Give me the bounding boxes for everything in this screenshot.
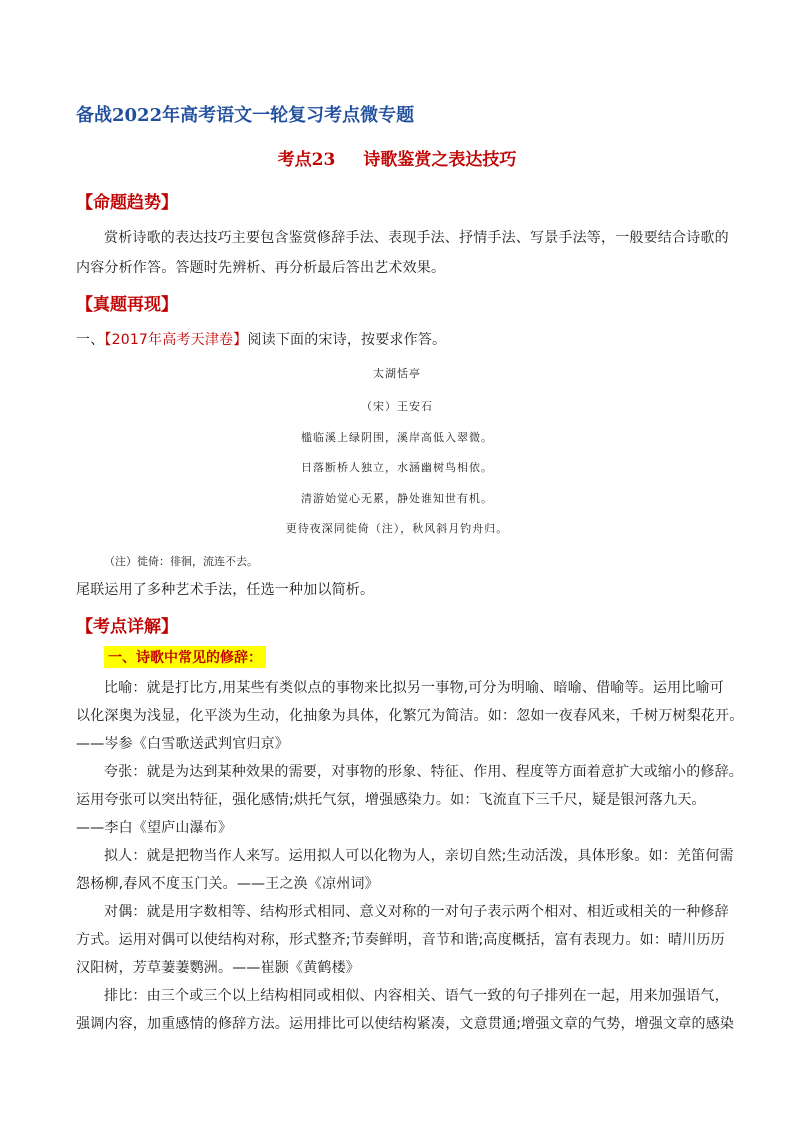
rhetoric-subheading: 一、诗歌中常见的修辞： [104, 646, 266, 668]
detail-line: 对偶：就是用字数相等、结构形式相同、意义对称的一对句子表示两个相对、相近或相关的一种修辞 [104, 904, 729, 920]
poem-note: （注）徙倚：徘徊，流连不去。 [104, 555, 258, 568]
detail-line: 夸张：就是为达到某种效果的需要，对事物的形象、特征、作用、程度等方面着意扩大或缩小的修辞。 [104, 764, 743, 780]
detail-line: 方式。运用对偶可以使结构对称，形式整齐;节奏鲜明，音节和谐;高度概括，富有表现力。如：晴川历历 [76, 932, 725, 948]
poem-author: （宋）王安石 [361, 400, 433, 413]
poem-line: 槛临溪上绿阴围，溪岸高低入翠微。 [301, 431, 493, 444]
trend-paragraph-line: 赏析诗歌的表达技巧主要包含鉴赏修辞手法、表现手法、抒情手法、写景手法等，一般要结合诗歌的 [104, 230, 729, 246]
question-line [76, 326, 446, 354]
detail-line: ——李白《望庐山瀑布》 [76, 820, 233, 836]
detail-line: 强调内容，加重感情的修辞方法。运用排比可以使结构紧凑，文意贯通;增强文章的气势，增强文章的感染 [76, 1016, 735, 1032]
question-text: 阅读下面的宋诗，按要求作答。 [247, 332, 447, 348]
question-prefix: 一、 [76, 332, 105, 348]
detail-line: ——岑参《白雪歌送武判官归京》 [76, 736, 289, 752]
real-questions-heading: 【真题再现】 [76, 295, 178, 315]
detail-heading: 【考点详解】 [76, 617, 178, 637]
poem-line: 日落断桥人独立，水涵幽树鸟相依。 [301, 461, 493, 474]
poem-title: 太湖恬亭 [373, 367, 421, 380]
detail-line: 拟人：就是把物当作人来写。运用拟人可以化物为人，亲切自然;生动活泼，具体形象。如：羌笛何需 [104, 848, 734, 864]
detail-line: 排比：由三个或三个以上结构相同或相似、内容相关、语气一致的句子排列在一起，用来加强语气， [104, 988, 729, 1004]
trend-heading: 【命题趋势】 [76, 193, 178, 213]
detail-line: 怨杨柳,春风不度玉门关。——王之涣《凉州词》 [76, 876, 379, 892]
series-title: 备战2022年高考语文一轮复习考点微专题 [76, 105, 415, 126]
exam-source-tag: 【2017年高考天津卷】 [104, 332, 248, 348]
detail-line: 比喻：就是打比方,用某些有类似点的事物来比拟另一事物,可分为明喻、暗喻、借喻等。运用比喻可 [104, 680, 724, 696]
poem-line: 清游始觉心无累，静处谁知世有机。 [301, 492, 493, 505]
detail-line: 运用夸张可以突出特征，强化感情;烘托气氛，增强感染力。如：飞流直下三千尺，疑是银河落九天。 [76, 792, 706, 808]
topic-title [0, 145, 794, 170]
topic-number: 考点23 [277, 150, 336, 170]
topic-name: 诗歌鉴赏之表达技巧 [363, 150, 517, 170]
detail-line: 汉阳树，芳草萋萋鹦洲。——崔颢《黄鹤楼》 [76, 960, 360, 976]
question-prompt: 尾联运用了多种艺术手法，任选一种加以简析。 [76, 582, 375, 598]
detail-line: 以化深奥为浅显，化平淡为生动，化抽象为具体，化繁冗为简洁。如：忽如一夜春风来，千树万树梨花开。 [76, 708, 744, 724]
trend-paragraph-line: 内容分析作答。答题时先辨析、再分析最后答出艺术效果。 [76, 260, 446, 276]
poem-line: 更待夜深同徙倚（注），秋风斜月钓舟归。 [285, 522, 509, 535]
